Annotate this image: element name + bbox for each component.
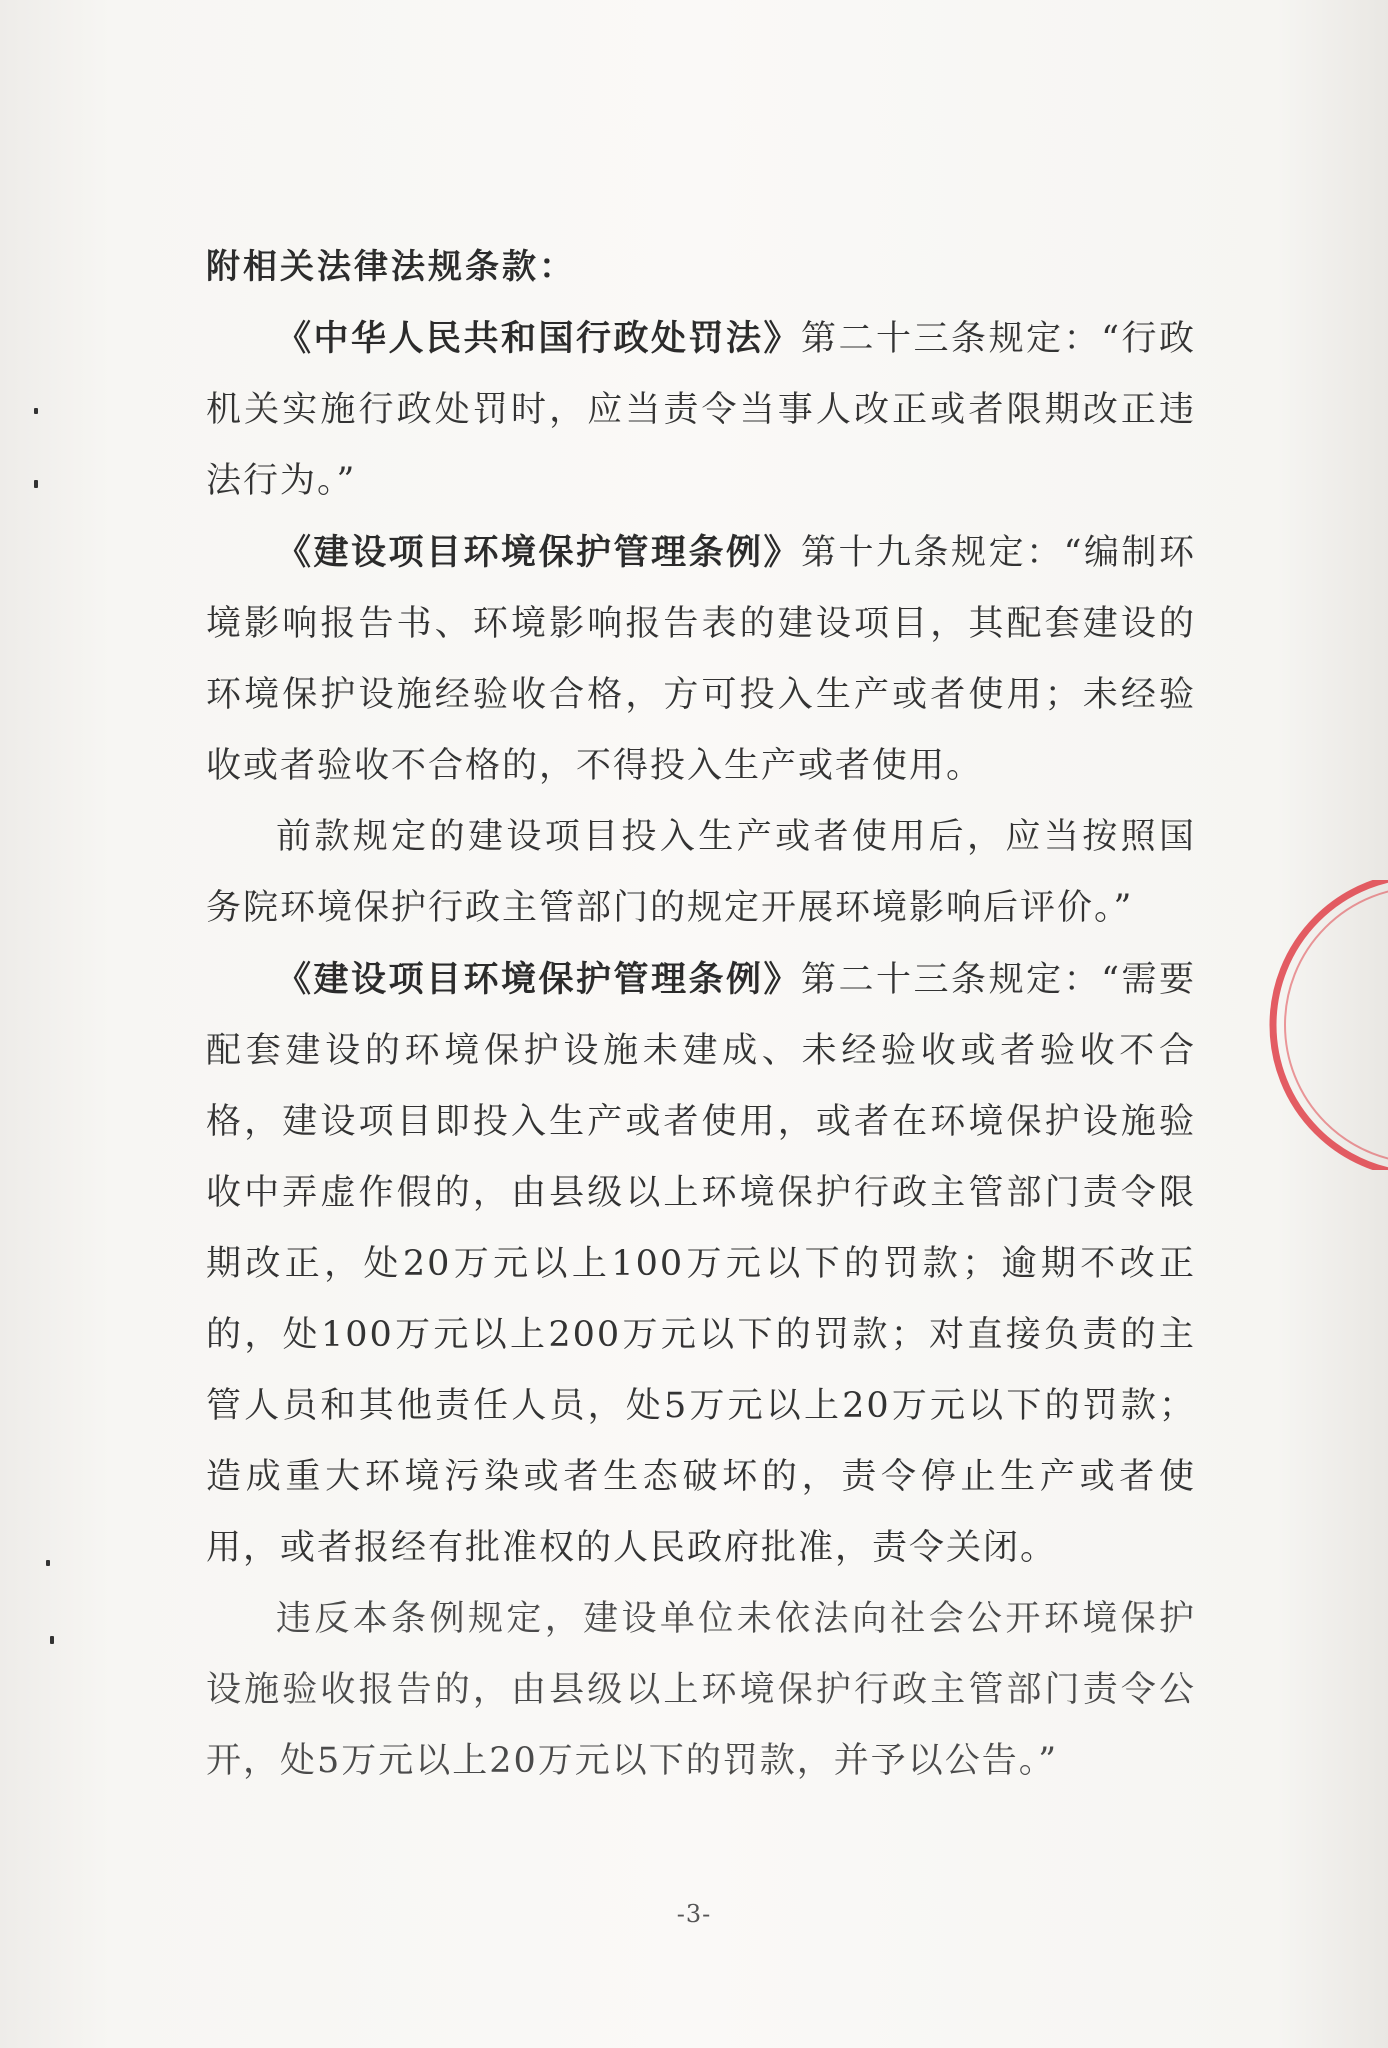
law-title: 《建设项目环境保护管理条例》 [276, 532, 802, 573]
law-title: 《建设项目环境保护管理条例》 [276, 959, 802, 1000]
official-seal-stamp [1218, 880, 1388, 1170]
paragraph [206, 944, 1196, 1584]
paragraph-text: 违反本条例规定，建设单位未依法向社会公开环境保护设施验收报告的，由县级以上环境保护行政主管部门责令公开，处5万元以上20万元以下的罚款，并予以公告。” [206, 1599, 1196, 1781]
paragraph [206, 517, 1196, 802]
law-title: 《中华人民共和国行政处罚法》 [276, 318, 802, 359]
paragraph-text: 第二十三条规定：“需要配套建设的环境保护设施未建成、未经验收或者验收不合格，建设项目即投入生产或者使用，或者在环境保护设施验收中弄虚作假的，由县级以上环境保护行政主管部门责令限期改正，处20万元以上100万元以下的罚款；逾期不改正的，处100万元以上200万元以下的罚款；对直接负责的主管人员和其他责任人员，处5万元以上20万元以下的罚款；造成重大环境污染或者生态破坏的，责令停止生产或者使用，或者报经有批准权的人民政府批准，责令关闭。 [206, 960, 1196, 1568]
binding-hole-mark [50, 1636, 54, 1644]
binding-hole-mark [34, 408, 38, 414]
page-number: -3- [676, 1900, 712, 1928]
appendix-heading: 附相关法律法规条款： [206, 247, 576, 287]
paragraph [206, 1584, 1196, 1797]
paragraph-text: 前款规定的建设项目投入生产或者使用后，应当按照国务院环境保护行政主管部门的规定开展环境影响后评价。” [206, 817, 1196, 928]
binding-hole-mark [46, 1560, 50, 1566]
paragraph-text: 第十九条规定：“编制环境影响报告书、环境影响报告表的建设项目，其配套建设的环境保护设施经验收合格，方可投入生产或者使用；未经验收或者验收不合格的，不得投入生产或者使用。 [206, 533, 1196, 786]
binding-hole-mark [34, 480, 38, 488]
paragraph [206, 802, 1196, 944]
document-body [206, 232, 1196, 1797]
paragraph [206, 303, 1196, 517]
paragraph-text: 第二十三条规定：“行政机关实施行政处罚时，应当责令当事人改正或者限期改正违法行为。” [206, 319, 1196, 501]
seal-ring [1218, 880, 1388, 1170]
